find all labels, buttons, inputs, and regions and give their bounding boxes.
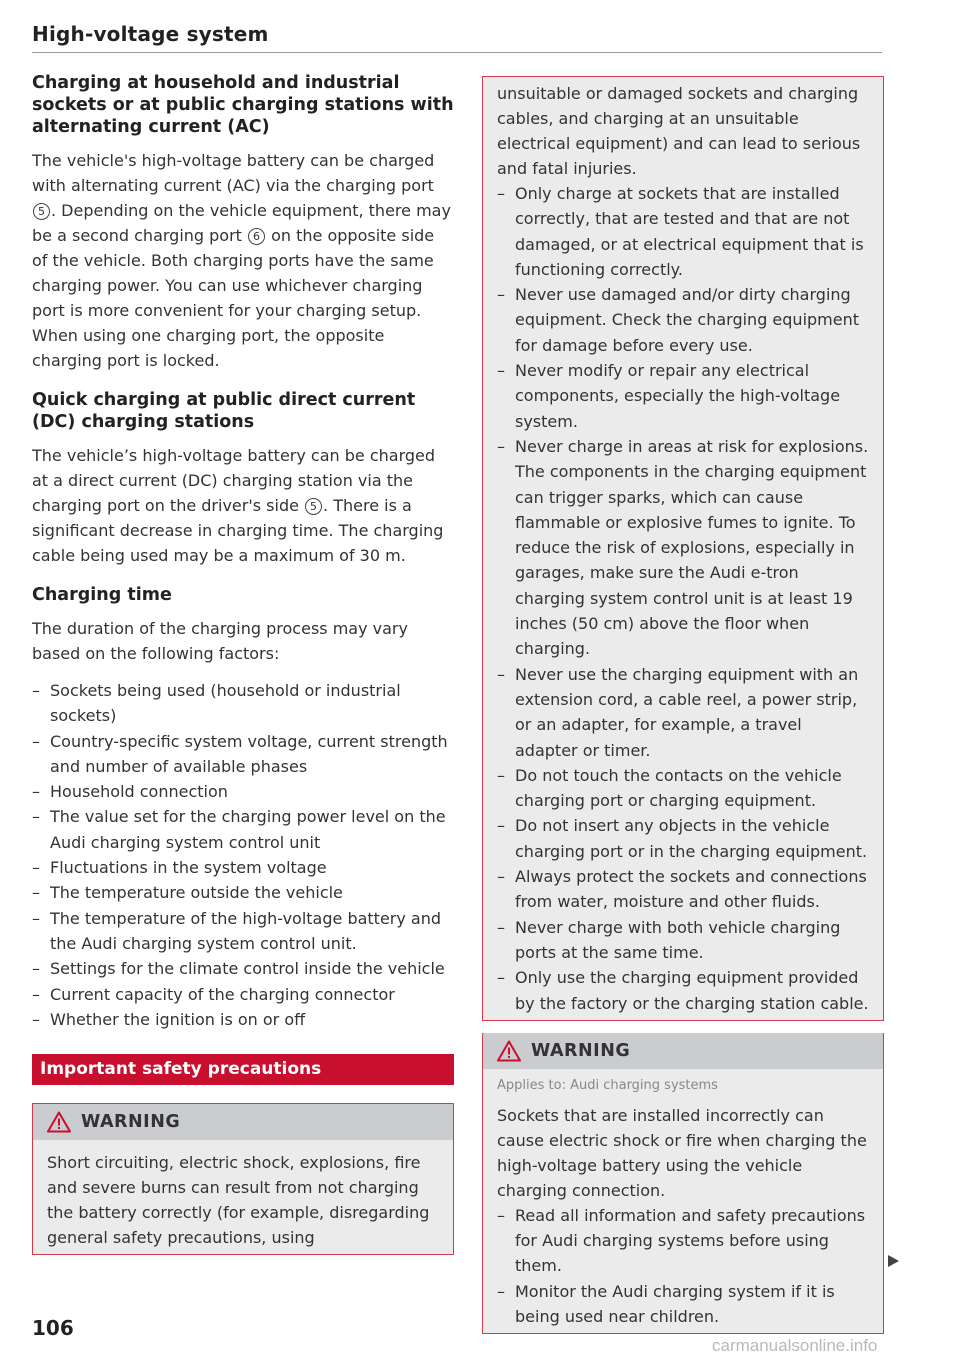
- watermark: carmanualsonline.info: [712, 1336, 878, 1355]
- warning-box: [32, 1103, 454, 1255]
- list-item: – The temperature outside the vehicle: [32, 880, 454, 905]
- ref-6-icon: 6: [248, 228, 265, 245]
- page-header-title: High-voltage system: [32, 22, 269, 46]
- warning-body: [33, 1140, 453, 1254]
- list-item: – Whether the ignition is on or off: [32, 1007, 454, 1032]
- warning-box-2: [482, 1033, 884, 1334]
- right-column: [482, 76, 884, 1334]
- list-item: – The value set for the charging power level on the Audi charging system control unit: [32, 804, 454, 855]
- list-item: – Only use the charging equipment provided by the factory or the charging station cable.: [497, 965, 869, 1016]
- ref-5-icon: 5: [305, 498, 322, 515]
- list-item: – Only charge at sockets that are installed correctly, that are tested and that are not damaged, or at electrical equipment that is functioning correctly.: [497, 181, 869, 282]
- ac-text-b: . Depending on the vehicle equipment, there may be a second charging port: [32, 201, 451, 245]
- warning-triangle-icon: [497, 1040, 521, 1062]
- dc-text-a: The vehicle’s high-voltage battery can be charged at a direct current (DC) charging station via the charging port on the driver's side: [32, 446, 436, 515]
- list-item: – The temperature of the high-voltage battery and the Audi charging system control unit.: [32, 906, 454, 957]
- list-item: – Current capacity of the charging connector: [32, 982, 454, 1007]
- warning-triangle-icon: [47, 1111, 71, 1133]
- warning-header: [483, 1033, 883, 1069]
- list-item: – Never use damaged and/or dirty charging equipment. Check the charging equipment for damage before every use.: [497, 282, 869, 358]
- ac-text-a: The vehicle's high-voltage battery can be charged with alternating current (AC) via the charging port: [32, 151, 435, 195]
- ac-paragraph: [32, 148, 454, 373]
- ac-text-c: on the opposite side of the vehicle. Both charging ports have the same charging power. You can use whichever charging port is more convenient for your charging setup. When using one charging port, the opposite charging port is locked.: [32, 226, 435, 370]
- warning-continued-text: unsuitable or damaged sockets and charging cables, and charging at an unsuitable electrical equipment) and can lead to serious and fatal injuries.: [497, 84, 861, 178]
- warning-text: Short circuiting, electric shock, explosions, fire and severe burns can result from not charging the battery correctly (for example, disregarding general safety precautions, using: [47, 1153, 430, 1248]
- warning-text: Sockets that are installed incorrectly can cause electric shock or fire when charging the high-voltage battery using the vehicle charging connection.: [497, 1105, 867, 1200]
- page-number: 106: [32, 1316, 74, 1340]
- warning-list: [497, 1203, 869, 1329]
- dc-paragraph: [32, 443, 454, 568]
- applies-to-note: Applies to: Audi charging systems: [497, 1077, 718, 1093]
- warning-header: [33, 1104, 453, 1140]
- dc-text-b: . There is a significant decrease in charging time. The charging cable being used may be a maximum of 30 m.: [32, 496, 444, 565]
- warning-continued-box: [482, 76, 884, 1021]
- list-item: – Never charge with both vehicle charging ports at the same time.: [497, 915, 869, 966]
- list-item: – Never charge in areas at risk for explosions. The components in the charging equipment can trigger sparks, which can cause flammable or explosive fumes to ignite. To reduce the risk of explosions, especially in garages, make sure the Audi e-tron charging system control unit is at least 19 inches (50 cm) above the floor when charging.: [497, 434, 869, 662]
- list-item: – Never modify or repair any electrical components, especially the high-voltage system.: [497, 358, 869, 434]
- section-banner: Important safety precautions: [32, 1054, 454, 1085]
- list-item: – Fluctuations in the system voltage: [32, 855, 454, 880]
- warning-body: [483, 1095, 883, 1333]
- list-item: – Do not insert any objects in the vehicle charging port or in the charging equipment.: [497, 813, 869, 864]
- list-item: – Read all information and safety precautions for Audi charging systems before using them.: [497, 1203, 869, 1279]
- list-item: – Sockets being used (household or industrial sockets): [32, 678, 454, 729]
- charging-time-factors: [32, 678, 454, 1032]
- list-item: – Never use the charging equipment with an extension cord, a cable reel, a power strip, or an adapter, for example, a travel adapter or timer.: [497, 662, 869, 763]
- list-item: – Settings for the climate control inside the vehicle: [32, 956, 454, 981]
- list-item: – Do not touch the contacts on the vehicle charging port or charging equipment.: [497, 763, 869, 814]
- ac-heading: Charging at household and industrial sockets or at public charging stations with alternating current (AC): [32, 73, 454, 137]
- charging-time-heading: Charging time: [32, 585, 172, 605]
- dc-heading: Quick charging at public direct current (DC) charging stations: [32, 390, 416, 432]
- warning-label: WARNING: [81, 1112, 181, 1133]
- warning-label: WARNING: [531, 1040, 631, 1061]
- warning-continued-list: [497, 181, 869, 1016]
- list-item: – Household connection: [32, 779, 454, 804]
- left-column: [32, 72, 454, 1255]
- ref-5-icon: 5: [33, 203, 50, 220]
- header-divider: [32, 52, 882, 53]
- list-item: – Country-specific system voltage, current strength and number of available phases: [32, 729, 454, 780]
- list-item: – Always protect the sockets and connections from water, moisture and other fluids.: [497, 864, 869, 915]
- charging-time-intro: The duration of the charging process may vary based on the following factors:: [32, 619, 408, 663]
- list-item: – Monitor the Audi charging system if it is being used near children.: [497, 1279, 869, 1330]
- continue-arrow-icon: [888, 1255, 899, 1267]
